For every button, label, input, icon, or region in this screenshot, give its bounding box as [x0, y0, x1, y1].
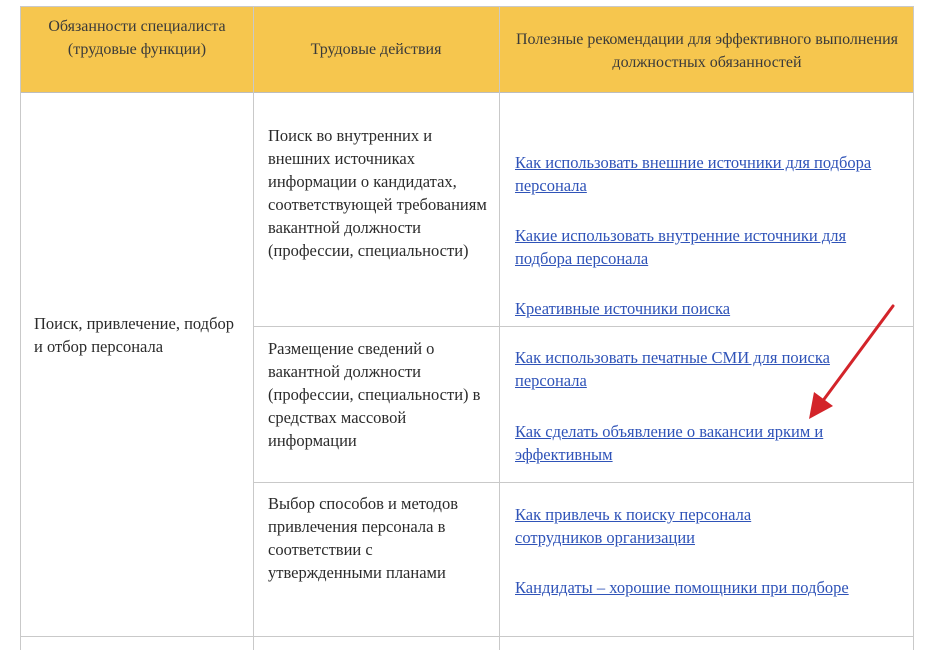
link-print-media[interactable]: Как использовать печатные СМИ для поиска персонала [515, 348, 830, 390]
border-right [913, 6, 914, 650]
border-col1 [253, 6, 254, 650]
link-external-sources[interactable]: Как использовать внешние источники для подбора персонала [515, 153, 872, 195]
link-vacancy-ad[interactable]: Как сделать объявление о вакансии ярким и эффективным [515, 422, 824, 464]
link-creative-sources[interactable]: Креативные источники поиска [515, 299, 731, 318]
function-cell: Поиск, привлечение, подбор и отбор персонала [34, 314, 234, 356]
red-arrow-icon [800, 300, 900, 420]
action-cell-1: Поиск во внутренних и внешних источниках информации о кандидатах, соответствующей требованиям вакантной должности (профессии, специальности) [268, 126, 487, 260]
border-header-bottom [20, 92, 914, 93]
action-cell-3: Выбор способов и методов привлечения персонала в соответствии с утвержденными планами [268, 494, 458, 582]
link-candidates-helpers[interactable]: Кандидаты – хорошие помощники при подборе [515, 578, 849, 597]
border-bottom [20, 636, 914, 637]
header-col1: Обязанности специалиста (трудовые функции) [48, 18, 226, 58]
border-top [20, 6, 914, 7]
border-left [20, 6, 21, 650]
header-col2: Трудовые действия [310, 41, 442, 58]
link-internal-sources[interactable]: Какие использовать внутренние источники для подбора персонала [515, 226, 847, 268]
link-employee-referral[interactable]: Как привлечь к поиску персонала сотрудников организации [515, 505, 752, 547]
border-col2 [499, 6, 500, 650]
action-cell-2: Размещение сведений о вакантной должности (профессии, специальности) в средствах массовой информации [268, 339, 481, 450]
header-col3: Полезные рекомендации для эффективного выполнения должностных обязанностей [515, 31, 899, 71]
border-row2 [253, 482, 914, 483]
